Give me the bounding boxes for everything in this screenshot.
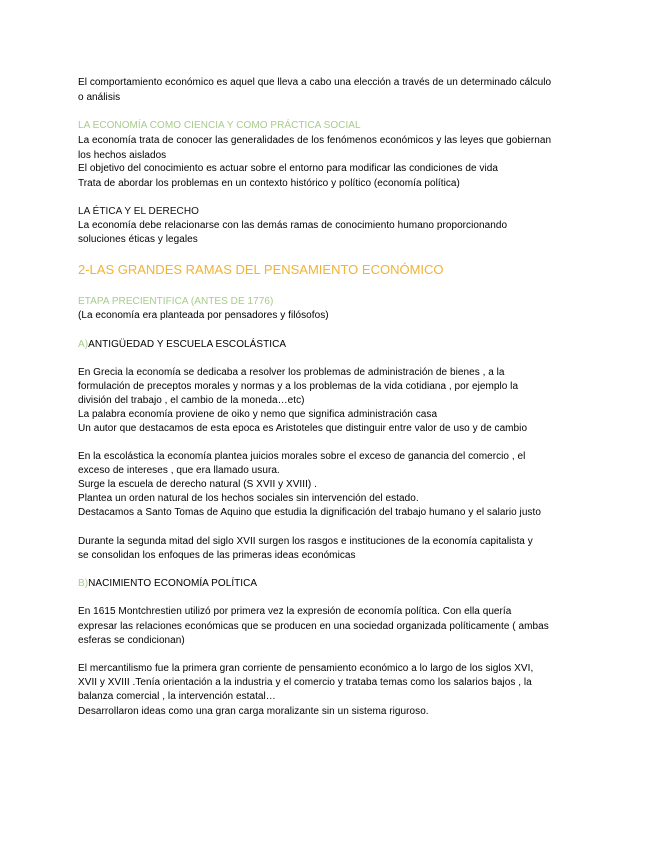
section-heading-economia-ciencia: LA ECONOMÍA COMO CIENCIA Y COMO PRÁCTICA SOCIAL	[78, 120, 361, 131]
subsection-a-heading	[78, 339, 286, 351]
escolastica-line-3: Surge la escuela de derecho natural (S XVII y XVIII) .	[78, 479, 317, 490]
subsection-b-heading	[78, 578, 257, 590]
section2-line-2: soluciones éticas y legales	[78, 234, 198, 245]
grecia-line-4: La palabra economía proviene de oiko y nemo que significa administración casa	[78, 409, 438, 420]
etapa-subtitle: (La economía era planteada por pensadores y filósofos)	[78, 310, 329, 321]
escolastica-line-5: Destacamos a Santo Tomas de Aquino que estudia la dignificación del trabajo humano y el salario justo	[78, 507, 541, 518]
escolastica-line-4: Plantea un orden natural de los hechos sociales sin intervención del estado.	[78, 493, 419, 504]
grecia-line-2: formulación de preceptos morales y normas y a los problemas de la vida cotidiana , por ejemplo la	[78, 381, 519, 392]
mercantilismo-line-4: Desarrollaron ideas como una gran carga moralizante sin un sistema riguroso.	[78, 706, 429, 717]
siglo-line-1: Durante la segunda mitad del siglo XVII surgen los rasgos e instituciones de la economía capitalista y	[78, 536, 533, 547]
etapa-heading: ETAPA PRECIENTIFICA (ANTES DE 1776)	[78, 296, 274, 307]
escolastica-line-2: exceso de intereses , que era llamado usura.	[78, 465, 280, 476]
intro-line-1: El comportamiento económico es aquel que lleva a cabo una elección a través de un determinado cálculo	[78, 77, 552, 88]
subsection-b-letter: B)	[78, 578, 89, 589]
subsection-a-letter: A)	[78, 339, 89, 350]
grecia-line-1: En Grecia la economía se dedicaba a resolver los problemas de administración de bienes , a la	[78, 367, 505, 378]
section1-line-4: Trata de abordar los problemas en un contexto histórico y político (economía política)	[78, 178, 460, 189]
intro-line-2: o análisis	[78, 92, 121, 103]
escolastica-line-1: En la escolástica la economía plantea juicios morales sobre el exceso de ganancia del comercio , el	[78, 451, 526, 462]
main-title: 2-LAS GRANDES RAMAS DEL PENSAMIENTO ECONÓMICO	[78, 262, 444, 277]
section-heading-etica-derecho: LA ÉTICA Y EL DERECHO	[78, 206, 199, 217]
section1-line-3: El objetivo del conocimiento es actuar sobre el entorno para modificar las condiciones de vida	[78, 163, 498, 174]
section1-line-2: los hechos aislados	[78, 150, 167, 161]
mercantilismo-line-3: balanza comercial , la intervención estatal…	[78, 691, 276, 702]
montchrestien-line-3: esferas se condicionan)	[78, 635, 185, 646]
montchrestien-line-1: En 1615 Montchrestien utilizó por primera vez la expresión de economía política. Con ella quería	[78, 606, 512, 617]
grecia-line-3: división del trabajo , el cambio de la moneda…etc)	[78, 395, 305, 406]
mercantilismo-line-1: El mercantilismo fue la primera gran corriente de pensamiento económico a lo largo de los siglos XVI,	[78, 663, 534, 674]
section1-line-1: La economía trata de conocer las generalidades de los fenómenos económicos y las leyes que gobiernan	[78, 135, 552, 146]
subsection-b-title: NACIMIENTO ECONOMÍA POLÍTICA	[88, 578, 258, 589]
grecia-line-5: Un autor que destacamos de esta epoca es Aristoteles que distinguir entre valor de uso y de cambio	[78, 423, 528, 434]
mercantilismo-line-2: XVII y XVIII .Tenía orientación a la industria y el comercio y trataba temas como los salarios bajos , la	[78, 677, 532, 688]
subsection-a-title: ANTIGÜEDAD Y ESCUELA ESCOLÁSTICA	[88, 339, 287, 350]
siglo-line-2: se consolidan los enfoques de las primeras ideas económicas	[78, 550, 356, 561]
montchrestien-line-2: expresar las relaciones económicas que se producen en una sociedad organizada políticamente ( ambas	[78, 621, 549, 632]
section2-line-1: La economía debe relacionarse con las demás ramas de conocimiento humano proporcionando	[78, 220, 508, 231]
